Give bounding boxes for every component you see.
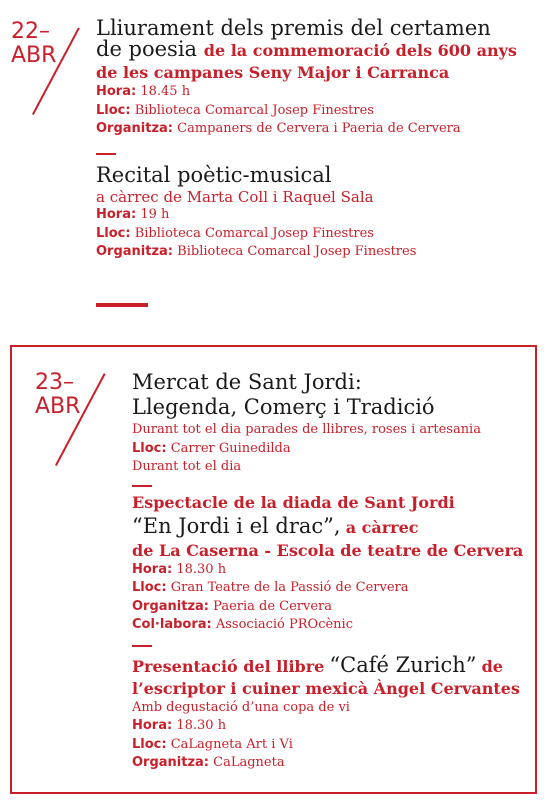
event-organitza: Organitza: CaLagneta bbox=[132, 755, 285, 770]
event-title: Lliurament dels premis del certamen de poesia de la commemoració dels 600 anys bbox=[96, 16, 517, 61]
day-23-events bbox=[132, 370, 532, 773]
event-title: Mercat de Sant Jordi: Llegenda, Comerç i Tradició bbox=[132, 370, 435, 419]
event-lloc: Lloc: Carrer Guinedilda bbox=[132, 440, 291, 456]
event-hora: Hora: 18.45 h bbox=[96, 84, 191, 99]
event-lloc: Lloc: Biblioteca Comarcal Josep Finestres bbox=[96, 102, 374, 118]
event-subtitle: de les campanes Seny Major i Carranca bbox=[96, 63, 450, 82]
event-collabora: Col·labora: Associació PROcènic bbox=[132, 617, 353, 632]
day-22-events bbox=[96, 18, 551, 262]
date-day-number: 22– bbox=[11, 19, 50, 44]
date-day-number: 23– bbox=[35, 370, 74, 395]
event-title: Recital poètic-musical bbox=[96, 162, 332, 187]
event-subtitle: de La Caserna - Escola de teatre de Cervera bbox=[132, 540, 524, 560]
event-organitza: Organitza: Campaners de Cervera i Paeria de Cervera bbox=[96, 121, 461, 136]
event-organitza: Organitza: Biblioteca Comarcal Josep Finestres bbox=[96, 244, 417, 259]
event-separator bbox=[132, 645, 152, 647]
event-subtitle: l’escriptor i cuiner mexicà Àngel Cervantes bbox=[132, 678, 520, 698]
event-title: Presentació del llibre “Café Zurich” de bbox=[132, 652, 503, 677]
event-separator bbox=[132, 485, 152, 487]
event-extra: Durant tot el dia bbox=[132, 459, 242, 474]
event-lloc: Lloc: Biblioteca Comarcal Josep Finestres bbox=[96, 225, 374, 241]
event-subtitle: a càrrec de Marta Coll i Raquel Sala bbox=[96, 187, 374, 206]
section-separator bbox=[96, 303, 148, 307]
date-day-23 bbox=[35, 371, 80, 419]
event-lloc: Lloc: Gran Teatre de la Passió de Cervera bbox=[132, 580, 409, 595]
event-description: Durant tot el dia parades de llibres, roses i artesania bbox=[132, 422, 481, 437]
event-organitza: Organitza: Paeria de Cervera bbox=[132, 598, 333, 614]
date-month: ABR bbox=[35, 394, 81, 419]
event-lloc: Lloc: CaLagneta Art i Vi bbox=[132, 736, 293, 752]
date-month: ABR bbox=[11, 43, 57, 68]
event-description: Amb degustació d’una copa de vi bbox=[132, 699, 350, 715]
event-hora: Hora: 18.30 h bbox=[132, 718, 227, 733]
date-day-22 bbox=[11, 20, 56, 68]
event-hora: Hora: 18.30 h bbox=[132, 561, 227, 577]
event-hora: Hora: 19 h bbox=[96, 207, 170, 222]
event-pretitle: Espectacle de la diada de Sant Jordi bbox=[132, 492, 455, 512]
event-separator bbox=[96, 153, 116, 155]
event-title: “En Jordi i el drac”, a càrrec bbox=[132, 513, 419, 538]
